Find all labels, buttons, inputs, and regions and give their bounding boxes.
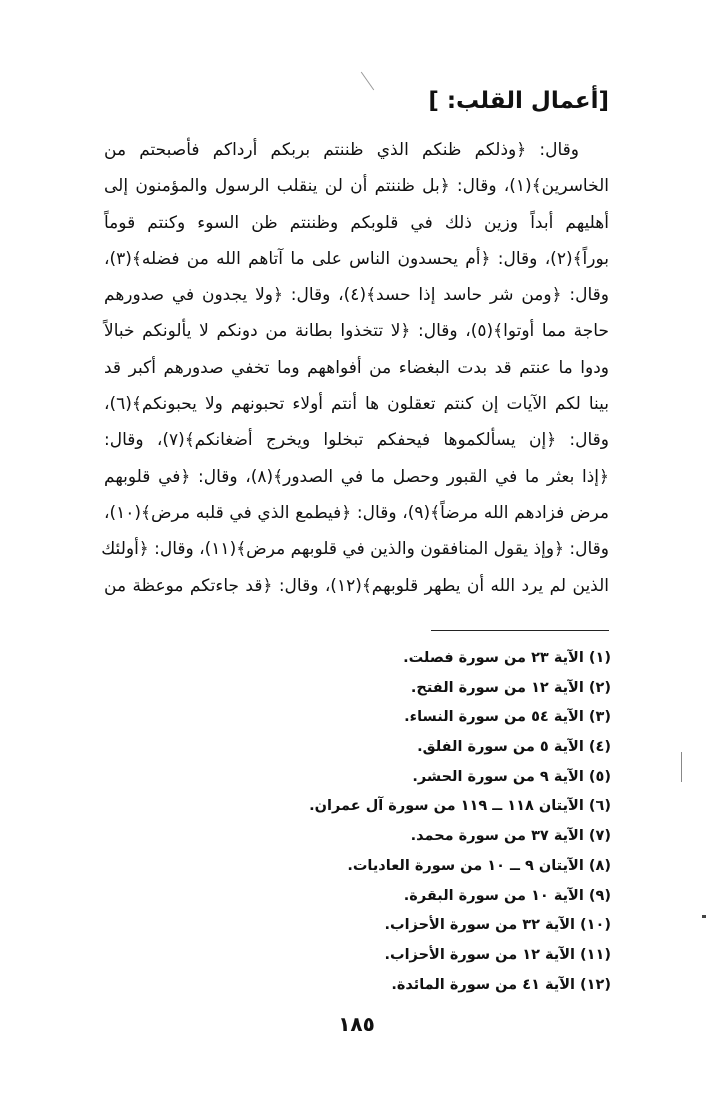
footnote: (٩) الآية ١٠ من سورة البقرة. xyxy=(403,887,611,904)
footnote: (١٠) الآية ٣٢ من سورة الأحزاب. xyxy=(384,917,611,934)
text-line: وقال: ﴿وذلكم ظنكم الذي ظننتم بربكم أرداكم فأصبحتم من xyxy=(104,140,579,160)
footnote: (٤) الآية ٥ من سورة الفلق. xyxy=(417,739,611,756)
text-line: ودوا ما عنتم قد بدت البغضاء من أفواههم وما تخفي صدورهم أكبر قد xyxy=(104,357,609,378)
section-heading: [أعمال القلب: ] xyxy=(428,88,609,114)
footnote: (١٢) الآية ٤١ من سورة المائدة. xyxy=(391,976,611,993)
body-text xyxy=(101,132,610,604)
text-line: بينا لكم الآيات إن كنتم تعقلون ها أنتم أولاء تحبونهم ولا يحبونكم﴾(٦)، xyxy=(104,394,609,415)
text-line: وقال: ﴿إن يسألكموها فيحفكم تبخلوا ويخرج أضغانكم﴾(٧)، وقال: xyxy=(104,430,609,451)
footnote: (٨) الآيتان ٩ ــ ١٠ من سورة العاديات. xyxy=(347,857,611,874)
footnote-separator xyxy=(431,630,609,631)
footnote: (١) الآية ٢٣ من سورة فصلت. xyxy=(403,650,611,666)
footnote: (٣) الآية ٥٤ من سورة النساء. xyxy=(404,709,611,726)
footnote: (٦) الآيتان ١١٨ ــ ١١٩ من سورة آل عمران. xyxy=(309,798,611,815)
text-line: وقال: ﴿ومن شر حاسد إذا حسد﴾(٤)، وقال: ﴿ولا يجدون في صدورهم xyxy=(104,285,609,306)
footnote: (٧) الآية ٣٧ من سورة محمد. xyxy=(410,828,611,845)
text-line: حاجة مما أوتوا﴾(٥)، وقال: ﴿لا تتخذوا بطانة من دونكم لا يألونكم خبالاً xyxy=(104,321,609,342)
text-line: مرض فزادهم الله مرضاً﴾(٩)، وقال: ﴿فيطمع الذي في قلبه مرض﴾(١٠)، xyxy=(104,502,610,523)
scan-mark xyxy=(702,915,706,918)
footnotes xyxy=(309,644,611,1000)
footnote: (١١) الآية ١٢ من سورة الأحزاب. xyxy=(384,946,611,963)
footnote: (٢) الآية ١٢ من سورة الفتح. xyxy=(410,679,611,696)
text-line: ﴿إذا بعثر ما في القبور وحصل ما في الصدور﴾(٨)، وقال: ﴿في قلوبهم xyxy=(104,466,609,487)
text-line: الذين لم يرد الله أن يطهر قلوبهم﴾(١٢)، وقال: ﴿قد جاءتكم موعظة من xyxy=(104,575,610,596)
text-line: الخاسرين﴾(١)، وقال: ﴿بل ظننتم أن لن ينقلب الرسول والمؤمنون إلى xyxy=(104,176,609,197)
scan-mark xyxy=(681,752,682,782)
text-line: وقال: ﴿وإذ يقول المنافقون والذين في قلوبهم مرض﴾(١١)، وقال: ﴿أولئك xyxy=(101,539,609,560)
page-number: ١٨٥ xyxy=(338,1012,375,1036)
text-line: بوراً﴾(٢)، وقال: ﴿أم يحسدون الناس على ما آتاهم الله من فضله﴾(٣)، xyxy=(104,248,609,269)
text-line: أهليهم أبداً وزين ذلك في قلوبكم وظننتم ظن السوء وكنتم قوماً xyxy=(104,212,609,233)
scan-mark xyxy=(361,72,374,91)
footnote: (٥) الآية ٩ من سورة الحشر. xyxy=(412,768,611,785)
